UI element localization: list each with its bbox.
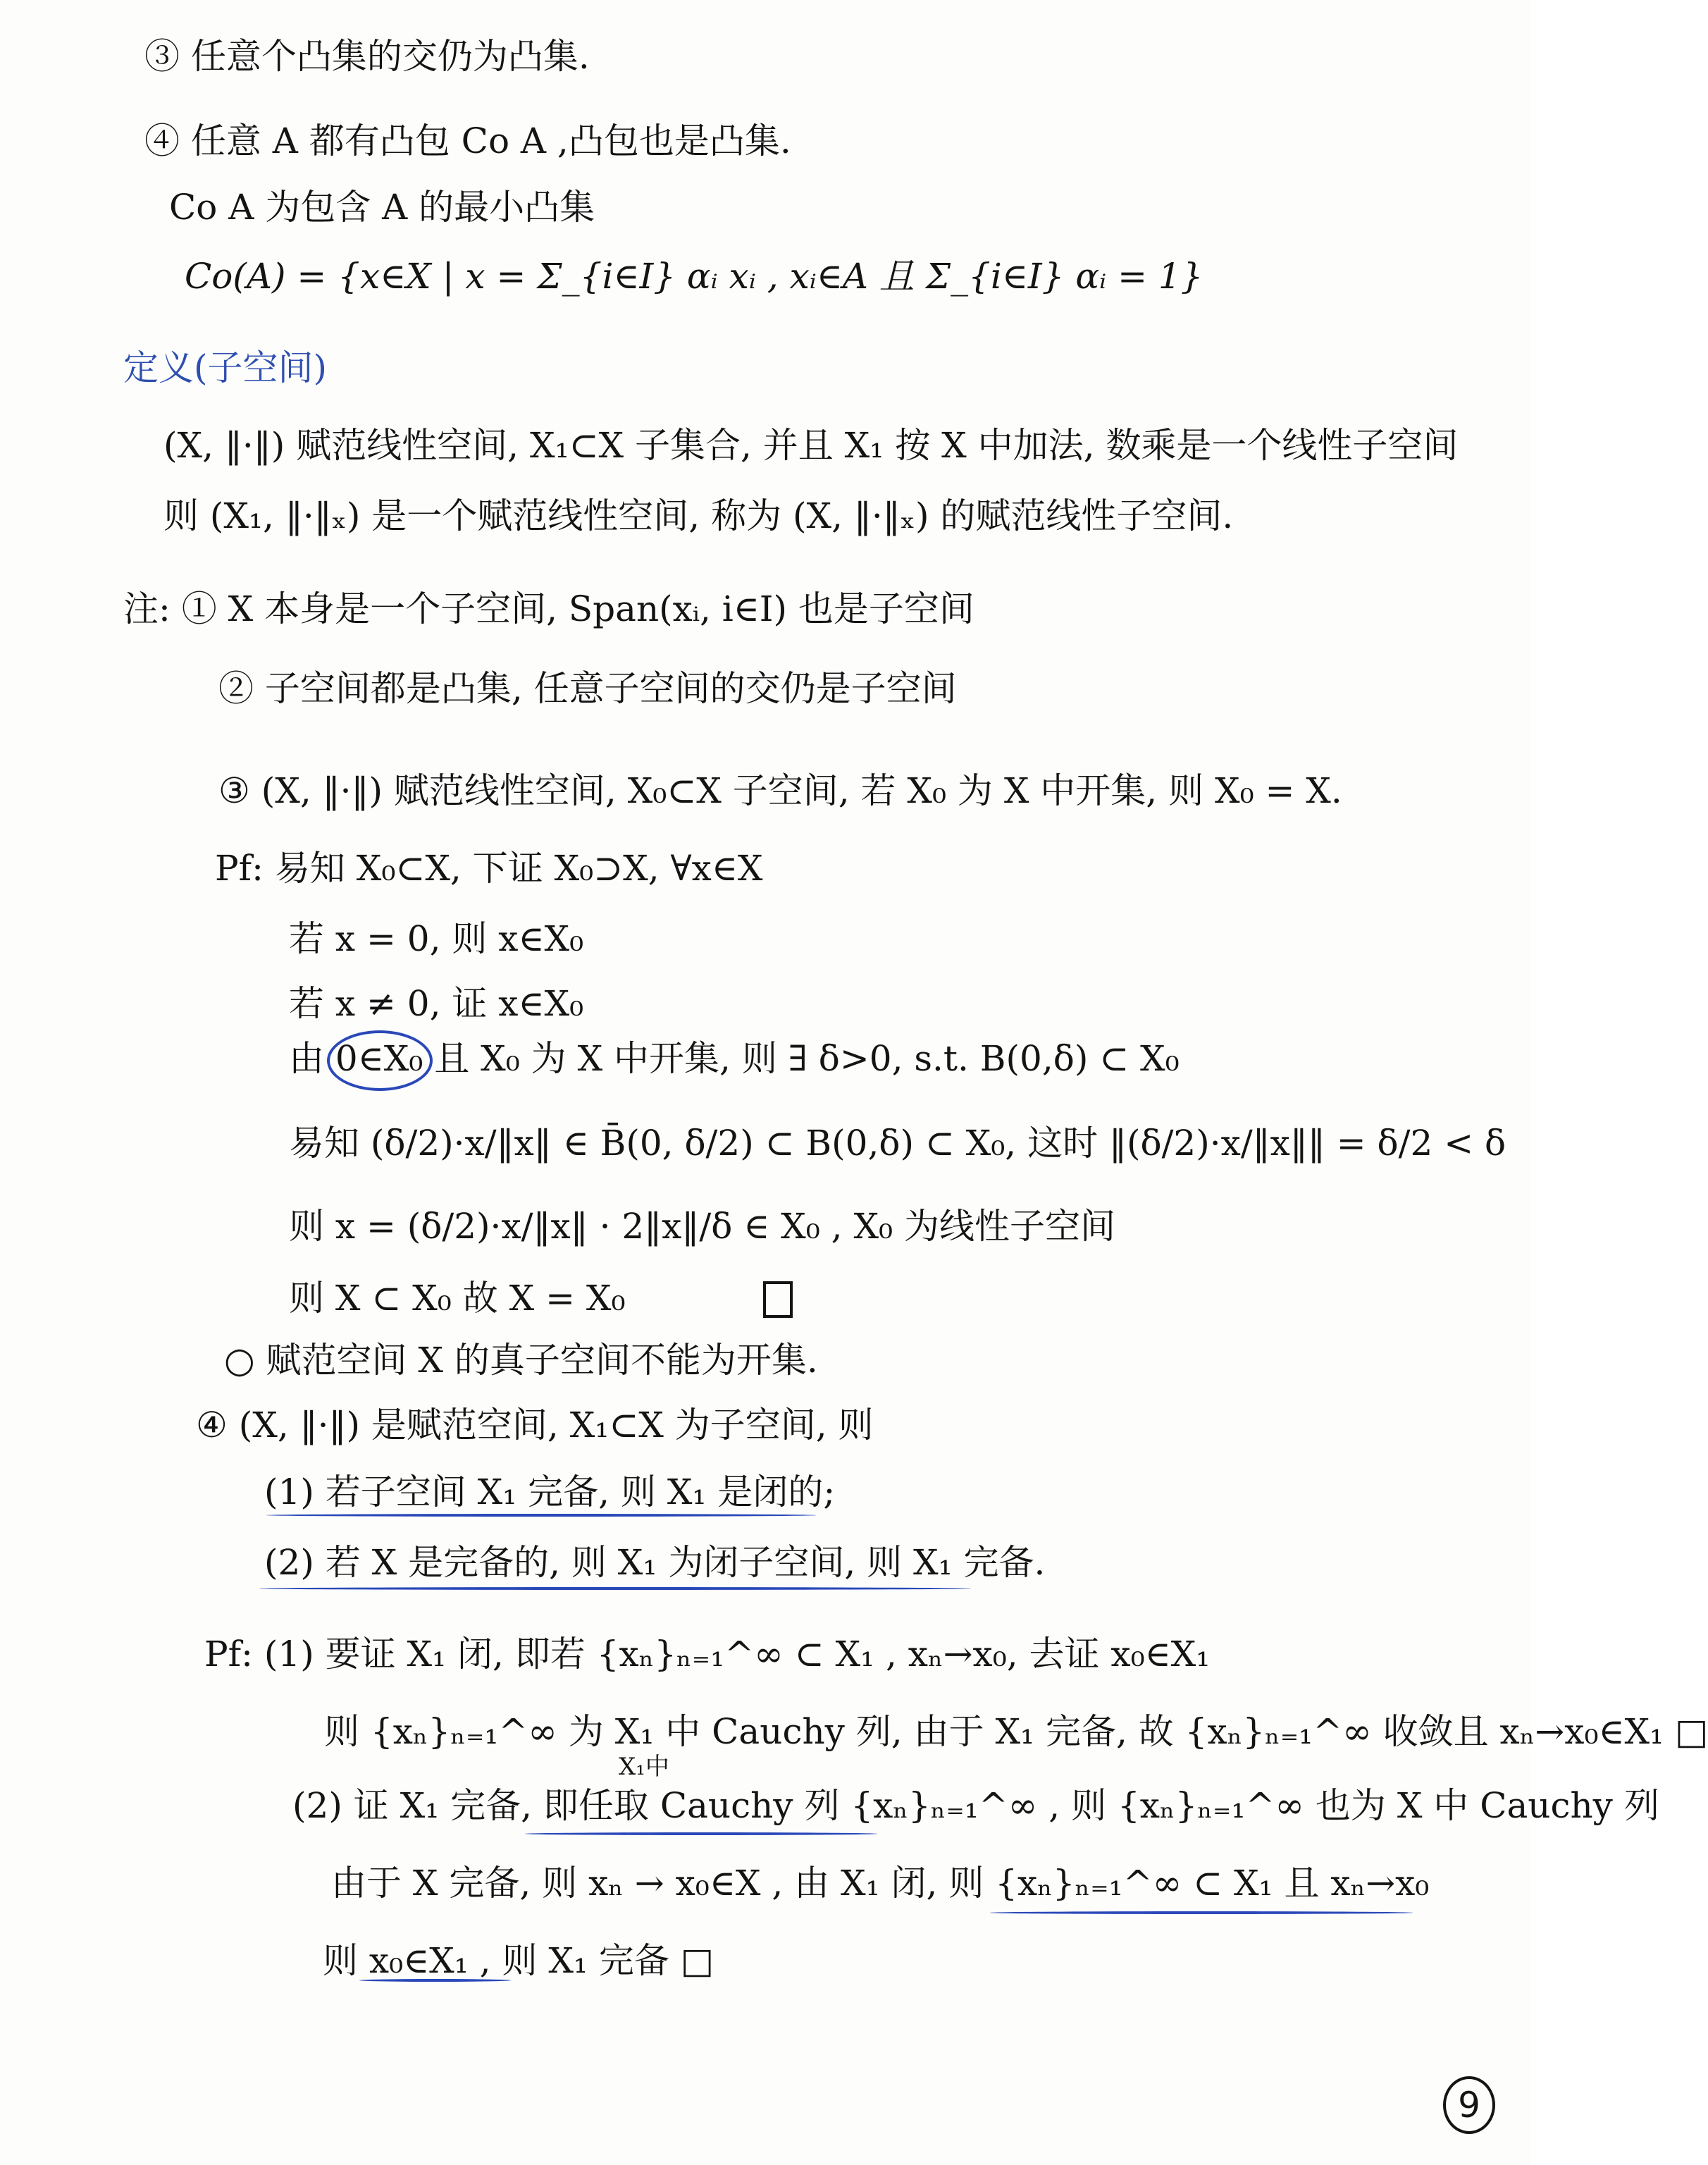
note-line-convex-hull: ④ 任意 A 都有凸包 Co A ,凸包也是凸集. (144, 121, 791, 161)
proof-1-line-6: 则 x = (δ/2)·x/‖x‖ · 2‖x‖/δ ∈ X₀ , X₀ 为线性子空间 (289, 1206, 1115, 1247)
definition-line-2: 则 (X₁, ‖·‖ₓ) 是一个赋范线性空间, 称为 (X, ‖·‖ₓ) 的赋范线性子空间. (163, 495, 1234, 536)
page-number: 9 (1443, 2076, 1495, 2134)
remark-3: ③ (X, ‖·‖) 赋范线性空间, X₀⊂X 子空间, 若 X₀ 为 X 中开集, 则 X₀ = X. (218, 770, 1342, 811)
note-line-convex-intersection: ③ 任意个凸集的交仍为凸集. (144, 36, 590, 77)
note-line-smallest-convex: Co A 为包含 A 的最小凸集 (169, 187, 595, 228)
remark-4-item-2: (2) 若 X 是完备的, 则 X₁ 为闭子空间, 则 X₁ 完备. (264, 1542, 1046, 1583)
proof-2-line-3: (2) 证 X₁ 完备, 即任取 Cauchy 列 {xₙ}ₙ₌₁^∞ , 则 {xₙ}ₙ₌₁^∞ 也为 X 中 Cauchy 列 (292, 1785, 1659, 1826)
corollary-proper-subspace: ○ 赋范空间 X 的真子空间不能为开集. (224, 1340, 818, 1381)
underline-item-1 (266, 1514, 816, 1517)
remark-4: ④ (X, ‖·‖) 是赋范空间, X₁⊂X 为子空间, 则 (196, 1405, 874, 1445)
circled-zero-in-x0-mark (327, 1030, 433, 1091)
formula-convex-hull: Co(A) = {x∈X | x = Σ_{i∈I} αᵢ xᵢ , xᵢ∈A 且 Σ_{i∈I} αᵢ = 1} (185, 256, 1203, 297)
remark-2: ② 子空间都是凸集, 任意子空间的交仍是子空间 (218, 668, 957, 709)
proof-2-line-4: 由于 X 完备, 则 xₙ → x₀∈X , 由 X₁ 闭, 则 {xₙ}ₙ₌₁^∞ ⊂ X₁ 且 xₙ→x₀ (331, 1863, 1430, 1904)
proof-1-line-1: Pf: 易知 X₀⊂X, 下证 X₀⊃X, ∀x∈X (215, 848, 763, 889)
section-heading-subspace-definition: 定义(子空间) (123, 347, 328, 388)
proof-2-line-5: 则 x₀∈X₁ , 则 X₁ 完备 □ (323, 1940, 714, 1981)
qed-box (763, 1281, 793, 1318)
proof-2-line-2: 则 {xₙ}ₙ₌₁^∞ 为 X₁ 中 Cauchy 列, 由于 X₁ 完备, 故 {xₙ}ₙ₌₁^∞ 收敛且 xₙ→x₀∈X₁ □ (324, 1711, 1708, 1752)
underline-convergence (990, 1911, 1413, 1914)
underline-limit-in-x1 (359, 1979, 511, 1982)
proof-1-line-3: 若 x ≠ 0, 证 x∈X₀ (289, 983, 584, 1024)
underline-cauchy-sequence (525, 1832, 877, 1835)
annotation-x1-in: X₁中 (619, 1753, 669, 1781)
proof-2-line-1: Pf: (1) 要证 X₁ 闭, 即若 {xₙ}ₙ₌₁^∞ ⊂ X₁ , xₙ→x₀, 去证 x₀∈X₁ (204, 1634, 1211, 1674)
definition-line-1: (X, ‖·‖) 赋范线性空间, X₁⊂X 子集合, 并且 X₁ 按 X 中加法, 数乘是一个线性子空间 (163, 425, 1459, 466)
proof-1-line-4: 由 0∈X₀ 且 X₀ 为 X 中开集, 则 ∃ δ>0, s.t. B(0,δ) ⊂ X₀ (289, 1038, 1180, 1079)
proof-1-line-7: 则 X ⊂ X₀ 故 X = X₀ (289, 1278, 626, 1319)
proof-1-line-5: 易知 (δ/2)·x/‖x‖ ∈ B̄(0, δ/2) ⊂ B(0,δ) ⊂ X₀, 这时 ‖(δ/2)·x/‖x‖‖ = δ/2 < δ (289, 1123, 1506, 1164)
remark-4-item-1: (1) 若子空间 X₁ 完备, 则 X₁ 是闭的; (264, 1472, 836, 1512)
underline-item-2 (259, 1587, 971, 1590)
remark-1: 注: ① X 本身是一个子空间, Span(xᵢ, i∈I) 也是子空间 (123, 588, 974, 629)
proof-1-line-2: 若 x = 0, 则 x∈X₀ (289, 918, 584, 959)
